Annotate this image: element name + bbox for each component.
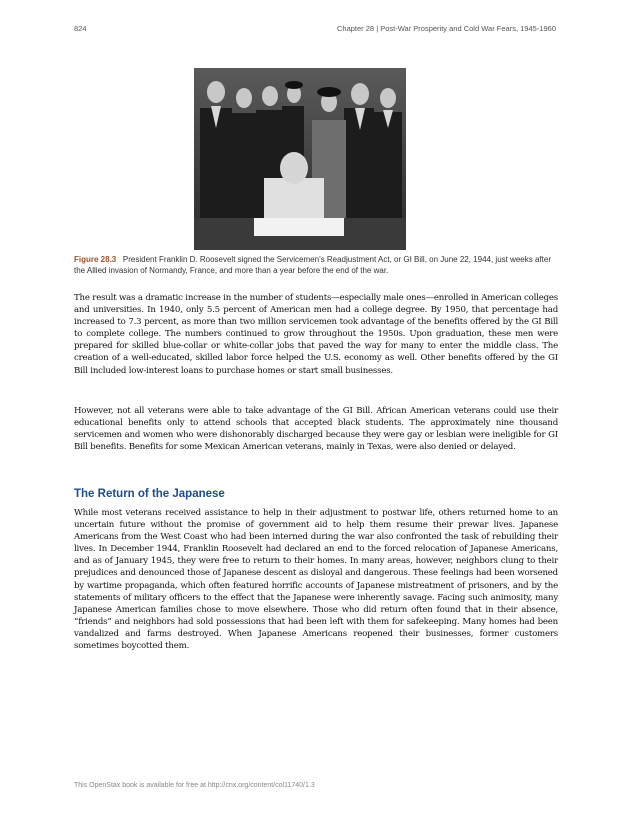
paragraph-gi-bill-exclusions: However, not all veterans were able to take advantage of the GI Bill. African American veterans could use their educational benefits only to attend schools that accepted black students. The approximately nine thousand servicemen and women who were dishonorably discharged because they were gay or lesbian were ineligible for GI Bill benefits. Benefits for some Mexican American veterans, mainly in Texas, were also denied or delayed. bbox=[74, 406, 558, 453]
figure-caption bbox=[74, 254, 562, 276]
roosevelt-signing-photo bbox=[194, 68, 406, 250]
chapter-header: Chapter 28 | Post-War Prosperity and Cold War Fears, 1945-1960 bbox=[337, 24, 556, 33]
page-number: 824 bbox=[74, 24, 87, 33]
paragraph-japanese-return: While most veterans received assistance to help in their adjustment to postwar life, others returned home to an uncertain future without the promise of government aid to help them resume their prewar lives. Japanese Americans from the West Coast who had been interned during the war also confronted the task of rebuilding their lives. In December 1944, Franklin Roosevelt had declared an end to the forced relocation of Japanese Americans, and as of January 1945, they were free to return to their homes. In many areas, however, neighbors clung to their prejudices and denounced those of Japanese descent as disloyal and dangerous. These feelings had been worsened by wartime propaganda, which often featured horrific accounts of Japanese mistreatment of prisoners, and by the statements of military officers to the effect that the Japanese were inherently savage. Facing such animosity, many Japanese American families chose to move elsewhere. Those who did return often found that in their absence, “friends” and neighbors had sold possessions that had been left with them for safekeeping. Many homes had been vandalized and farms destroyed. When Japanese Americans reopened their businesses, former customers sometimes boycotted them. bbox=[74, 508, 558, 652]
section-heading: The Return of the Japanese bbox=[74, 488, 225, 500]
page-footer: This OpenStax book is available for free at http://cnx.org/content/col11740/1.3 bbox=[74, 782, 315, 789]
paragraph-gi-bill-results: The result was a dramatic increase in the number of students—especially male ones—enrolled in American colleges and universities. In 1940, only 5.5 percent of American men had a college degree. By 1950, that percentage had increased to 7.3 percent, as more than two million servicemen took advantage of the benefits offered by the GI Bill to complete college. The numbers continued to grow throughout the 1950s. Upon graduation, these men were prepared for skilled blue-collar or white-collar jobs that paved the way for many to enter the middle class. The creation of a well-educated, skilled labor force helped the U.S. economy as well. Other benefits offered by the GI Bill included low-interest loans to purchase homes or start small businesses. bbox=[74, 293, 558, 376]
figure-caption-text: President Franklin D. Roosevelt signed the Servicemen’s Readjustment Act, or GI Bill, on June 22, 1944, just weeks after the Allied invasion of Normandy, France, and more than a year before the end of the war. bbox=[74, 255, 551, 275]
figure-label: Figure 28.3 bbox=[74, 255, 117, 264]
